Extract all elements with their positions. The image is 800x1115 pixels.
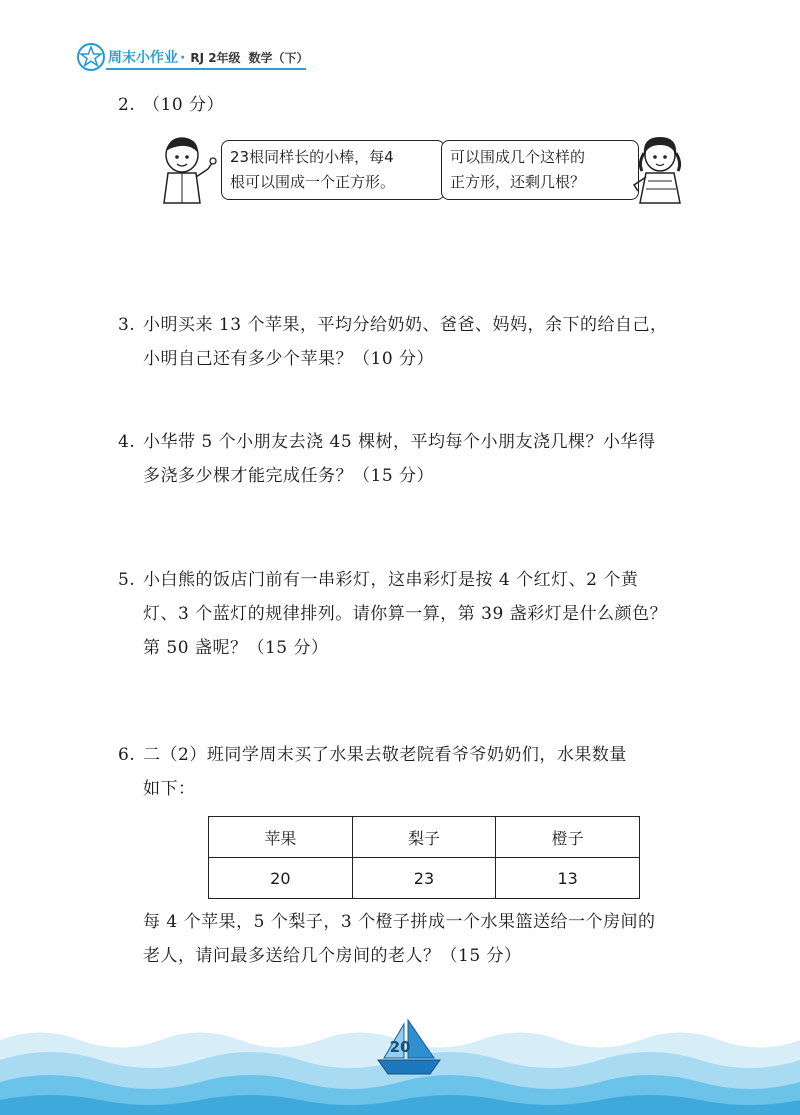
question-number: 5. (118, 570, 136, 590)
table-header-cell: 苹果 (209, 817, 353, 858)
girl-illustration-icon (626, 133, 688, 205)
table-cell: 13 (496, 858, 640, 899)
edition-grade: RJ 2年级 (190, 51, 241, 65)
header-title (108, 47, 308, 67)
question-text-line: 灯、3 个蓝灯的规律排列。请你算一算，第 39 盏彩灯是什么颜色？ (143, 604, 668, 624)
page-number: 20 (389, 1038, 411, 1056)
table-row (209, 858, 640, 899)
question-text-line: 二（2）班同学周末买了水果去敬老院看爷爷奶奶们，水果数量 (143, 745, 627, 765)
table-cell: 23 (352, 858, 496, 899)
boy-illustration-icon (158, 133, 220, 205)
question-text-line: 小明买来 13 个苹果，平均分给奶奶、爸爸、妈妈，余下的给自己， (143, 315, 668, 335)
bubble-line: 23根同样长的小棒，每4 (230, 148, 394, 166)
series-name: 周末小作业 (108, 50, 178, 66)
footer-waves-decoration (0, 1010, 800, 1115)
question-text-line: 每 4 个苹果，5 个梨子，3 个橙子拼成一个水果篮送给一个房间的 (143, 912, 656, 932)
question-6 (118, 738, 627, 806)
bubble-line: 根可以围成一个正方形。 (230, 173, 396, 191)
table-header-cell: 梨子 (352, 817, 496, 858)
header-separator: · (180, 50, 186, 66)
question-6-continued (118, 905, 656, 973)
question-4 (118, 425, 656, 493)
bubble-line: 正方形，还剩几根？ (450, 173, 586, 191)
question-2 (118, 88, 224, 122)
question-text-line: 小白熊的饭店门前有一串彩灯，这串彩灯是按 4 个红灯、2 个黄 (143, 570, 639, 590)
question-number: 2. (118, 95, 136, 115)
table-cell: 20 (209, 858, 353, 899)
question-number: 4. (118, 432, 136, 452)
subject-name: 数学（下） (248, 51, 309, 65)
speech-bubble-left (221, 140, 445, 200)
question-text-line: 如下： (143, 779, 196, 799)
question-score: （10 分） (143, 95, 225, 115)
question-number: 3. (118, 315, 136, 335)
question-text-line: 老人，请问最多送给几个房间的老人？（15 分） (143, 946, 522, 966)
question-text-line: 多浇多少棵才能完成任务？（15 分） (143, 466, 435, 486)
question-text-line: 小华带 5 个小朋友去浇 45 棵树，平均每个小朋友浇几棵？小华得 (143, 432, 656, 452)
table-header-cell: 橙子 (496, 817, 640, 858)
question-number: 6. (118, 745, 136, 765)
question-text-line: 第 50 盏呢？（15 分） (143, 638, 329, 658)
table-header-row (209, 817, 640, 858)
question-3 (118, 308, 667, 376)
question-5 (118, 563, 667, 665)
bubble-line: 可以围成几个这样的 (450, 148, 586, 166)
question-text-line: 小明自己还有多少个苹果？（10 分） (143, 349, 435, 369)
star-logo-icon (76, 42, 106, 72)
header-rule (106, 68, 306, 70)
page-header (76, 40, 308, 76)
fruit-quantity-table (208, 816, 640, 899)
speech-bubble-right (441, 140, 639, 200)
